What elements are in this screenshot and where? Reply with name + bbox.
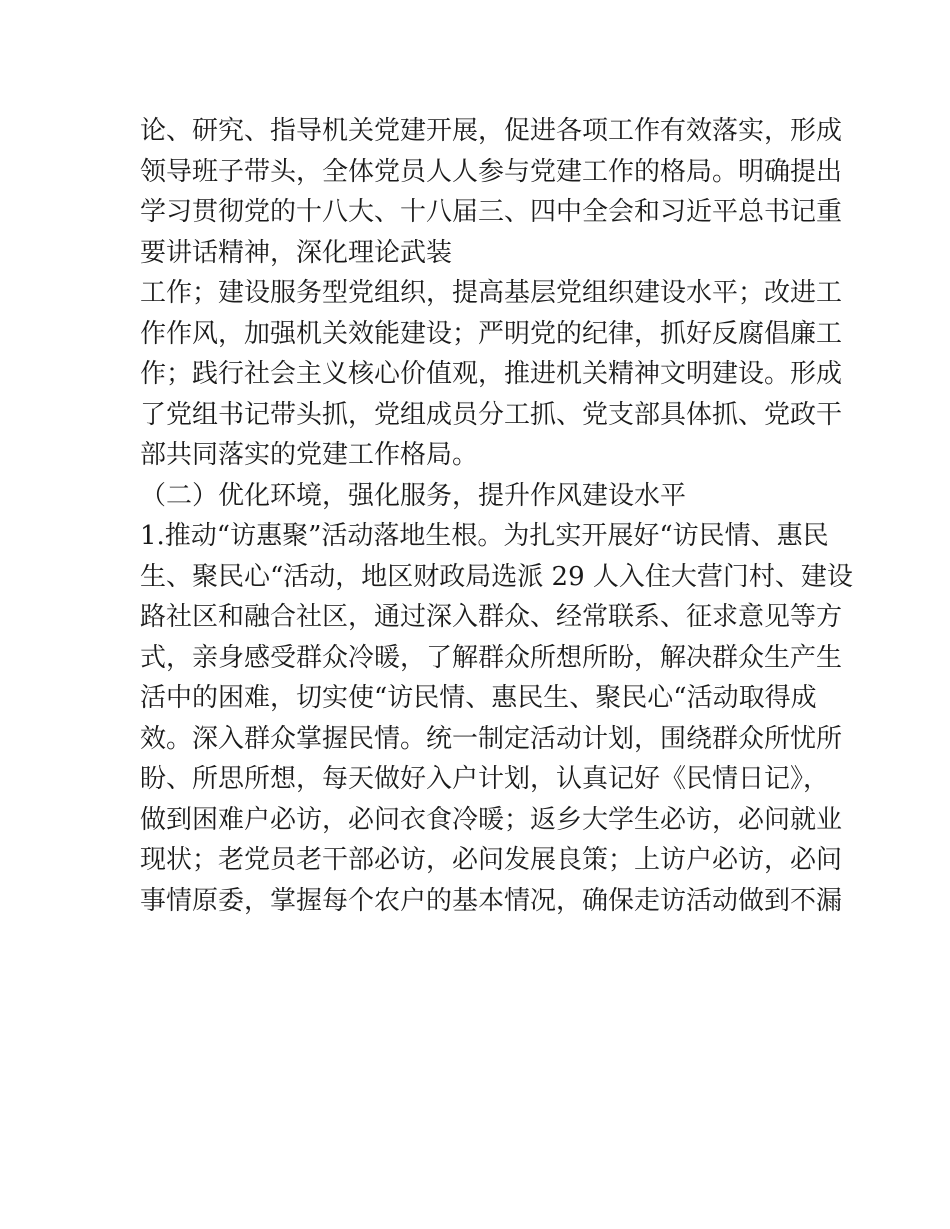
text-line: 学习贯彻党的十八大、十八届三、四中全会和习近平总书记重 [140,197,843,227]
text-line: 路社区和融合社区，通过深入群众、经常联系、征求意见等方 [140,602,843,632]
text-line: 部共同落实的党建工作格局。 [140,440,479,470]
text-line: 式，亲身感受群众冷暖，了解群众所想所盼，解决群众生产生 [140,642,843,673]
text-line: 工作；建设服务型党组织，提高基层党组织建设水平；改进工 [140,278,843,308]
text-line: 做到困难户必访，必问衣食冷暖；返乡大学生必访，必问就业 [140,804,843,835]
text-line: 盼、所思所想，每天做好入户计划，认真记好《民情日记》， [140,764,830,794]
text-line: 了党组书记带头抓，党组成员分工抓、党支部具体抓、党政干 [140,399,843,430]
text-line: 生、聚民心“活动，地区财政局选派 29 人入住大营门村、建设 [140,561,853,592]
text-line: 要讲话精神，深化理论武装 [140,237,453,268]
body-text [140,111,853,921]
text-line: 作；践行社会主义核心价值观，推进机关精神文明建设。形成 [140,359,843,389]
text-line: 领导班子带头，全体党员人人参与党建工作的格局。明确提出 [140,156,843,187]
text-line: 1.推动“访惠聚”活动落地生根。为扎实开展好“访民情、惠民 [140,521,829,551]
text-line: 活中的困难，切实使“访民情、惠民生、聚民心“活动取得成 [140,683,817,713]
text-line: 作作风，加强机关效能建设；严明党的纪律，抓好反腐倡廉工 [140,318,843,349]
text-line: 事情原委，掌握每个农户的基本情况，确保走访活动做到不漏 [140,885,843,916]
text-line: 效。深入群众掌握民情。统一制定活动计划，围绕群众所忧所 [140,723,843,754]
section-heading: （二）优化环境，强化服务，提升作风建设水平 [140,480,687,511]
text-line: 现状；老党员老干部必访，必问发展良策；上访户必访，必问 [140,845,843,875]
text-line: 论、研究、指导机关党建开展，促进各项工作有效落实，形成 [140,116,843,146]
